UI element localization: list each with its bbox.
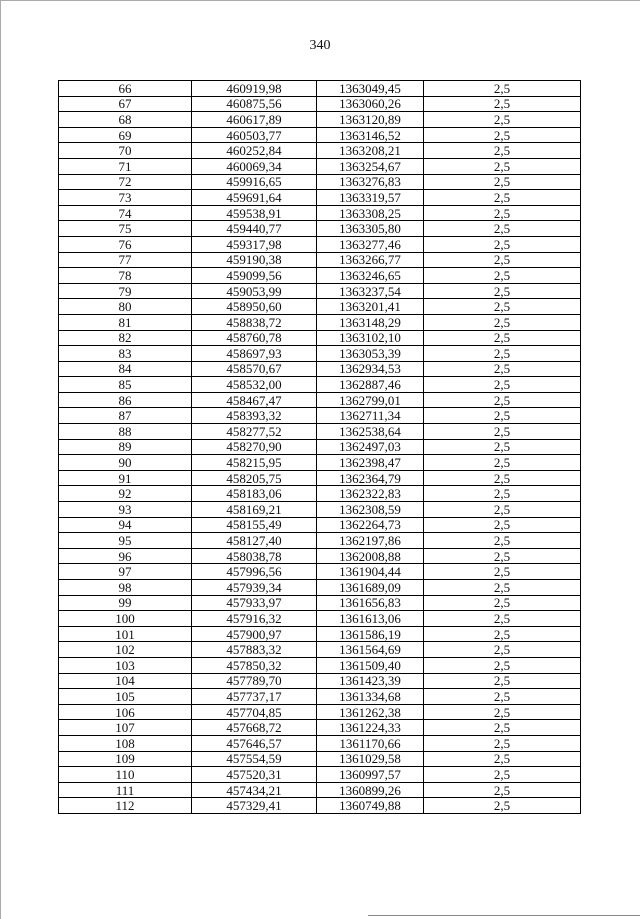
- y-coordinate-cell: 1363276,83: [317, 174, 424, 190]
- y-coordinate-cell: 1361613,06: [317, 611, 424, 627]
- value-cell: 2,5: [424, 314, 581, 330]
- table-row: [59, 704, 581, 720]
- value-cell: 2,5: [424, 767, 581, 783]
- point-number-cell: 104: [59, 673, 192, 689]
- table-row: [59, 158, 581, 174]
- point-number-cell: 72: [59, 174, 192, 190]
- point-number-cell: 94: [59, 517, 192, 533]
- table-row: [59, 580, 581, 596]
- table-row: [59, 252, 581, 268]
- x-coordinate-cell: 457939,34: [192, 580, 317, 596]
- x-coordinate-cell: 458697,93: [192, 346, 317, 362]
- y-coordinate-cell: 1363266,77: [317, 252, 424, 268]
- value-cell: 2,5: [424, 346, 581, 362]
- point-number-cell: 70: [59, 143, 192, 159]
- x-coordinate-cell: 458205,75: [192, 470, 317, 486]
- table-row: [59, 96, 581, 112]
- y-coordinate-cell: 1362887,46: [317, 377, 424, 393]
- y-coordinate-cell: 1363049,45: [317, 81, 424, 97]
- value-cell: 2,5: [424, 642, 581, 658]
- table-row: [59, 502, 581, 518]
- value-cell: 2,5: [424, 782, 581, 798]
- x-coordinate-cell: 457520,31: [192, 767, 317, 783]
- point-number-cell: 68: [59, 112, 192, 128]
- y-coordinate-cell: 1362799,01: [317, 392, 424, 408]
- x-coordinate-cell: 460875,56: [192, 96, 317, 112]
- value-cell: 2,5: [424, 502, 581, 518]
- coordinates-table: [58, 80, 581, 814]
- point-number-cell: 108: [59, 735, 192, 751]
- scan-edge-top: [0, 0, 640, 1]
- value-cell: 2,5: [424, 112, 581, 128]
- table-row: [59, 486, 581, 502]
- x-coordinate-cell: 459190,38: [192, 252, 317, 268]
- x-coordinate-cell: 457554,59: [192, 751, 317, 767]
- table-row: [59, 424, 581, 440]
- y-coordinate-cell: 1362538,64: [317, 424, 424, 440]
- x-coordinate-cell: 458532,00: [192, 377, 317, 393]
- table-row: [59, 174, 581, 190]
- point-number-cell: 109: [59, 751, 192, 767]
- point-number-cell: 76: [59, 236, 192, 252]
- table-row: [59, 782, 581, 798]
- value-cell: 2,5: [424, 657, 581, 673]
- point-number-cell: 71: [59, 158, 192, 174]
- point-number-cell: 77: [59, 252, 192, 268]
- point-number-cell: 112: [59, 798, 192, 814]
- y-coordinate-cell: 1361509,40: [317, 657, 424, 673]
- value-cell: 2,5: [424, 455, 581, 471]
- value-cell: 2,5: [424, 439, 581, 455]
- coordinates-table-body: [59, 81, 581, 814]
- point-number-cell: 81: [59, 314, 192, 330]
- x-coordinate-cell: 458270,90: [192, 439, 317, 455]
- y-coordinate-cell: 1363146,52: [317, 127, 424, 143]
- table-row: [59, 720, 581, 736]
- y-coordinate-cell: 1363319,57: [317, 190, 424, 206]
- x-coordinate-cell: 460617,89: [192, 112, 317, 128]
- x-coordinate-cell: 458277,52: [192, 424, 317, 440]
- value-cell: 2,5: [424, 127, 581, 143]
- table-row: [59, 455, 581, 471]
- table-row: [59, 439, 581, 455]
- table-row: [59, 533, 581, 549]
- y-coordinate-cell: 1362197,86: [317, 533, 424, 549]
- point-number-cell: 80: [59, 299, 192, 315]
- table-row: [59, 236, 581, 252]
- table-row: [59, 595, 581, 611]
- point-number-cell: 97: [59, 564, 192, 580]
- value-cell: 2,5: [424, 205, 581, 221]
- x-coordinate-cell: 457883,32: [192, 642, 317, 658]
- x-coordinate-cell: 460069,34: [192, 158, 317, 174]
- y-coordinate-cell: 1363237,54: [317, 283, 424, 299]
- value-cell: 2,5: [424, 252, 581, 268]
- point-number-cell: 87: [59, 408, 192, 424]
- point-number-cell: 100: [59, 611, 192, 627]
- point-number-cell: 79: [59, 283, 192, 299]
- point-number-cell: 107: [59, 720, 192, 736]
- table-row: [59, 767, 581, 783]
- y-coordinate-cell: 1360749,88: [317, 798, 424, 814]
- point-number-cell: 95: [59, 533, 192, 549]
- table-row: [59, 673, 581, 689]
- point-number-cell: 101: [59, 626, 192, 642]
- table-row: [59, 299, 581, 315]
- table-row: [59, 346, 581, 362]
- y-coordinate-cell: 1362264,73: [317, 517, 424, 533]
- table-row: [59, 548, 581, 564]
- point-number-cell: 103: [59, 657, 192, 673]
- value-cell: 2,5: [424, 424, 581, 440]
- y-coordinate-cell: 1361423,39: [317, 673, 424, 689]
- point-number-cell: 73: [59, 190, 192, 206]
- value-cell: 2,5: [424, 96, 581, 112]
- point-number-cell: 85: [59, 377, 192, 393]
- value-cell: 2,5: [424, 735, 581, 751]
- y-coordinate-cell: 1360997,57: [317, 767, 424, 783]
- point-number-cell: 111: [59, 782, 192, 798]
- table-row: [59, 205, 581, 221]
- y-coordinate-cell: 1363305,80: [317, 221, 424, 237]
- y-coordinate-cell: 1361904,44: [317, 564, 424, 580]
- y-coordinate-cell: 1363254,67: [317, 158, 424, 174]
- value-cell: 2,5: [424, 720, 581, 736]
- point-number-cell: 105: [59, 689, 192, 705]
- point-number-cell: 66: [59, 81, 192, 97]
- table-row: [59, 751, 581, 767]
- value-cell: 2,5: [424, 751, 581, 767]
- y-coordinate-cell: 1363148,29: [317, 314, 424, 330]
- value-cell: 2,5: [424, 798, 581, 814]
- y-coordinate-cell: 1361689,09: [317, 580, 424, 596]
- x-coordinate-cell: 458950,60: [192, 299, 317, 315]
- y-coordinate-cell: 1361656,83: [317, 595, 424, 611]
- scan-edge-left: [0, 0, 1, 919]
- value-cell: 2,5: [424, 580, 581, 596]
- x-coordinate-cell: 457434,21: [192, 782, 317, 798]
- x-coordinate-cell: 458215,95: [192, 455, 317, 471]
- page-number: 340: [309, 38, 331, 53]
- x-coordinate-cell: 459691,64: [192, 190, 317, 206]
- y-coordinate-cell: 1360899,26: [317, 782, 424, 798]
- value-cell: 2,5: [424, 470, 581, 486]
- point-number-cell: 82: [59, 330, 192, 346]
- y-coordinate-cell: 1362398,47: [317, 455, 424, 471]
- x-coordinate-cell: 458155,49: [192, 517, 317, 533]
- x-coordinate-cell: 457737,17: [192, 689, 317, 705]
- y-coordinate-cell: 1363201,41: [317, 299, 424, 315]
- value-cell: 2,5: [424, 548, 581, 564]
- y-coordinate-cell: 1363246,65: [317, 268, 424, 284]
- value-cell: 2,5: [424, 611, 581, 627]
- point-number-cell: 69: [59, 127, 192, 143]
- y-coordinate-cell: 1361564,69: [317, 642, 424, 658]
- point-number-cell: 99: [59, 595, 192, 611]
- value-cell: 2,5: [424, 283, 581, 299]
- point-number-cell: 75: [59, 221, 192, 237]
- point-number-cell: 84: [59, 361, 192, 377]
- table-row: [59, 143, 581, 159]
- scan-edge-bottom: [368, 915, 640, 916]
- value-cell: 2,5: [424, 704, 581, 720]
- table-row: [59, 112, 581, 128]
- point-number-cell: 91: [59, 470, 192, 486]
- x-coordinate-cell: 457646,57: [192, 735, 317, 751]
- point-number-cell: 88: [59, 424, 192, 440]
- x-coordinate-cell: 457900,97: [192, 626, 317, 642]
- value-cell: 2,5: [424, 174, 581, 190]
- x-coordinate-cell: 460503,77: [192, 127, 317, 143]
- point-number-cell: 106: [59, 704, 192, 720]
- table-row: [59, 190, 581, 206]
- x-coordinate-cell: 458038,78: [192, 548, 317, 564]
- table-row: [59, 798, 581, 814]
- table-row: [59, 517, 581, 533]
- table-row: [59, 361, 581, 377]
- x-coordinate-cell: 457933,97: [192, 595, 317, 611]
- x-coordinate-cell: 457329,41: [192, 798, 317, 814]
- y-coordinate-cell: 1363102,10: [317, 330, 424, 346]
- value-cell: 2,5: [424, 236, 581, 252]
- y-coordinate-cell: 1361029,58: [317, 751, 424, 767]
- table-row: [59, 127, 581, 143]
- x-coordinate-cell: 458467,47: [192, 392, 317, 408]
- y-coordinate-cell: 1363053,39: [317, 346, 424, 362]
- y-coordinate-cell: 1363120,89: [317, 112, 424, 128]
- point-number-cell: 89: [59, 439, 192, 455]
- value-cell: 2,5: [424, 392, 581, 408]
- value-cell: 2,5: [424, 486, 581, 502]
- y-coordinate-cell: 1362711,34: [317, 408, 424, 424]
- value-cell: 2,5: [424, 517, 581, 533]
- x-coordinate-cell: 458760,78: [192, 330, 317, 346]
- y-coordinate-cell: 1363208,21: [317, 143, 424, 159]
- x-coordinate-cell: 460919,98: [192, 81, 317, 97]
- x-coordinate-cell: 459053,99: [192, 283, 317, 299]
- x-coordinate-cell: 458838,72: [192, 314, 317, 330]
- point-number-cell: 74: [59, 205, 192, 221]
- x-coordinate-cell: 457850,32: [192, 657, 317, 673]
- value-cell: 2,5: [424, 143, 581, 159]
- value-cell: 2,5: [424, 689, 581, 705]
- point-number-cell: 67: [59, 96, 192, 112]
- y-coordinate-cell: 1362308,59: [317, 502, 424, 518]
- value-cell: 2,5: [424, 299, 581, 315]
- table-row: [59, 657, 581, 673]
- point-number-cell: 92: [59, 486, 192, 502]
- value-cell: 2,5: [424, 330, 581, 346]
- value-cell: 2,5: [424, 361, 581, 377]
- value-cell: 2,5: [424, 81, 581, 97]
- table-row: [59, 221, 581, 237]
- x-coordinate-cell: 458393,32: [192, 408, 317, 424]
- x-coordinate-cell: 459317,98: [192, 236, 317, 252]
- x-coordinate-cell: 458570,67: [192, 361, 317, 377]
- x-coordinate-cell: 459916,65: [192, 174, 317, 190]
- table-row: [59, 330, 581, 346]
- point-number-cell: 78: [59, 268, 192, 284]
- y-coordinate-cell: 1362364,79: [317, 470, 424, 486]
- y-coordinate-cell: 1363308,25: [317, 205, 424, 221]
- y-coordinate-cell: 1361334,68: [317, 689, 424, 705]
- x-coordinate-cell: 457668,72: [192, 720, 317, 736]
- x-coordinate-cell: 460252,84: [192, 143, 317, 159]
- table-row: [59, 283, 581, 299]
- value-cell: 2,5: [424, 595, 581, 611]
- value-cell: 2,5: [424, 221, 581, 237]
- x-coordinate-cell: 457789,70: [192, 673, 317, 689]
- table-row: [59, 314, 581, 330]
- y-coordinate-cell: 1363277,46: [317, 236, 424, 252]
- y-coordinate-cell: 1363060,26: [317, 96, 424, 112]
- y-coordinate-cell: 1362497,03: [317, 439, 424, 455]
- table-row: [59, 81, 581, 97]
- table-row: [59, 408, 581, 424]
- y-coordinate-cell: 1361170,66: [317, 735, 424, 751]
- point-number-cell: 110: [59, 767, 192, 783]
- y-coordinate-cell: 1361224,33: [317, 720, 424, 736]
- point-number-cell: 98: [59, 580, 192, 596]
- value-cell: 2,5: [424, 533, 581, 549]
- x-coordinate-cell: 459099,56: [192, 268, 317, 284]
- table-row: [59, 689, 581, 705]
- y-coordinate-cell: 1362934,53: [317, 361, 424, 377]
- point-number-cell: 93: [59, 502, 192, 518]
- value-cell: 2,5: [424, 408, 581, 424]
- value-cell: 2,5: [424, 564, 581, 580]
- table-row: [59, 564, 581, 580]
- x-coordinate-cell: 458183,06: [192, 486, 317, 502]
- table-row: [59, 626, 581, 642]
- value-cell: 2,5: [424, 673, 581, 689]
- point-number-cell: 90: [59, 455, 192, 471]
- point-number-cell: 96: [59, 548, 192, 564]
- table-row: [59, 470, 581, 486]
- y-coordinate-cell: 1362008,88: [317, 548, 424, 564]
- x-coordinate-cell: 459538,91: [192, 205, 317, 221]
- point-number-cell: 83: [59, 346, 192, 362]
- x-coordinate-cell: 457916,32: [192, 611, 317, 627]
- value-cell: 2,5: [424, 190, 581, 206]
- y-coordinate-cell: 1361262,38: [317, 704, 424, 720]
- table-row: [59, 735, 581, 751]
- table-row: [59, 392, 581, 408]
- table-row: [59, 611, 581, 627]
- value-cell: 2,5: [424, 268, 581, 284]
- x-coordinate-cell: 458127,40: [192, 533, 317, 549]
- table-row: [59, 377, 581, 393]
- y-coordinate-cell: 1361586,19: [317, 626, 424, 642]
- point-number-cell: 102: [59, 642, 192, 658]
- x-coordinate-cell: 459440,77: [192, 221, 317, 237]
- x-coordinate-cell: 457704,85: [192, 704, 317, 720]
- x-coordinate-cell: 457996,56: [192, 564, 317, 580]
- point-number-cell: 86: [59, 392, 192, 408]
- table-row: [59, 268, 581, 284]
- value-cell: 2,5: [424, 377, 581, 393]
- value-cell: 2,5: [424, 158, 581, 174]
- y-coordinate-cell: 1362322,83: [317, 486, 424, 502]
- value-cell: 2,5: [424, 626, 581, 642]
- x-coordinate-cell: 458169,21: [192, 502, 317, 518]
- table-row: [59, 642, 581, 658]
